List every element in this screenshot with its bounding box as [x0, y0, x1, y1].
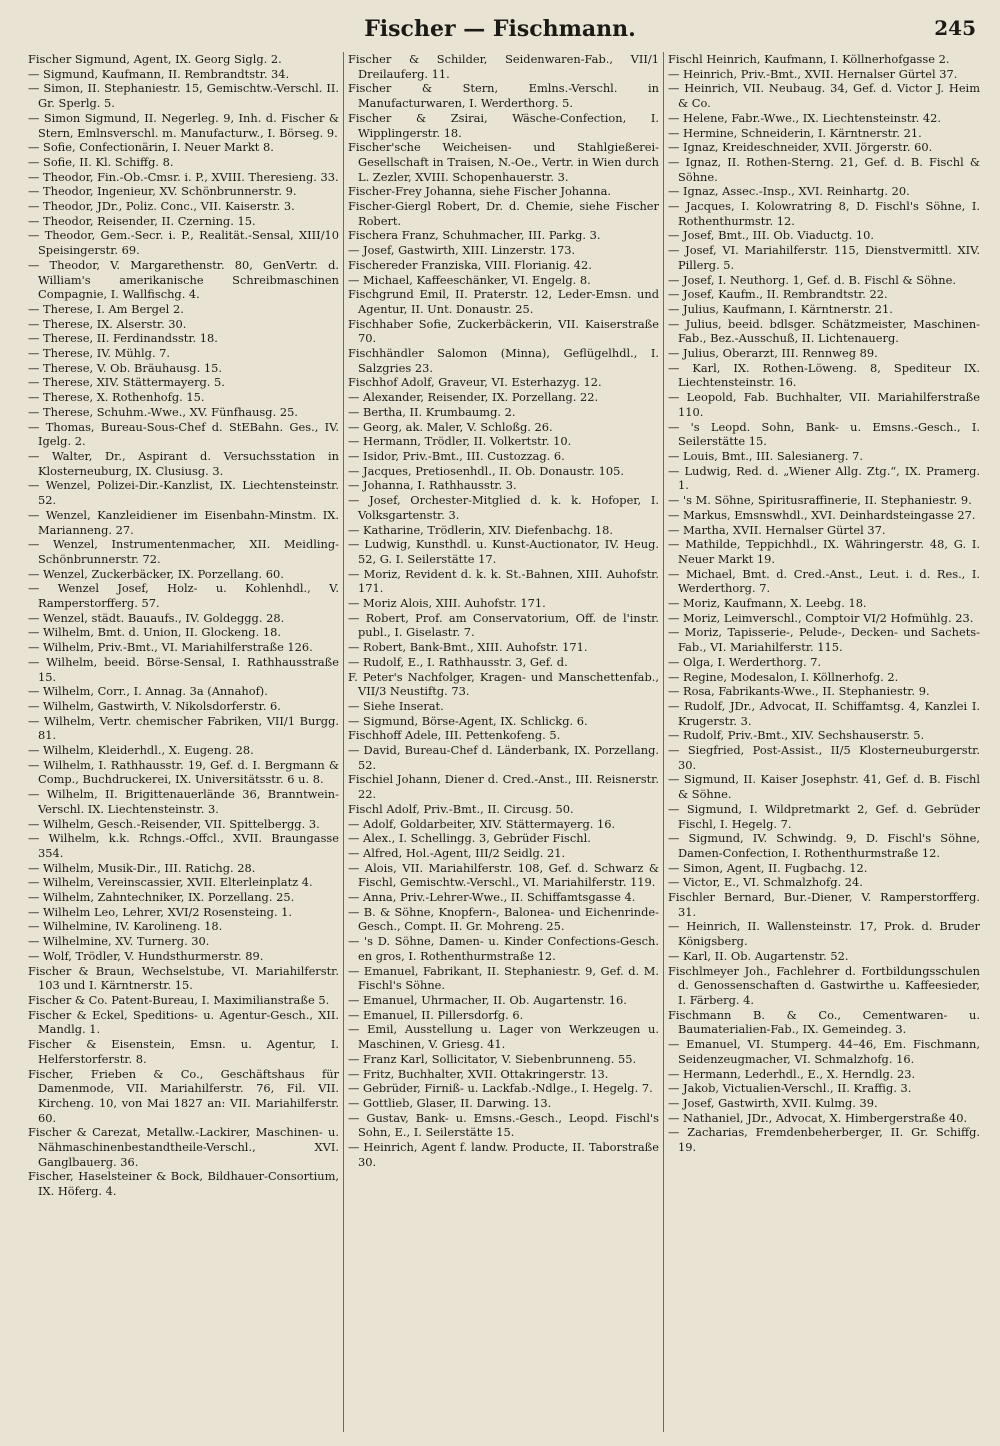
directory-entry: — Emanuel, VI. Stumperg. 44–46, Em. Fischmann, Seidenzeugmacher, VI. Schmalzhofg. 16. [668, 1037, 980, 1066]
directory-entry: — Wilhelm, II. Brigittenauerlände 36, Branntwein-Verschl. IX. Liechtensteinstr. 3. [28, 787, 339, 816]
directory-entry: Fischler Bernard, Bur.-Diener, V. Ramperstorfferg. 31. [668, 890, 980, 919]
directory-entry: Fischer, Haselsteiner & Bock, Bildhauer-Consortium, IX. Höferg. 4. [28, 1169, 339, 1199]
directory-entry: — Therese, IX. Alserstr. 30. [28, 316, 187, 331]
directory-entry: Fischl Heinrich, Kaufmann, I. Köllnerhofgasse 2. [668, 52, 950, 66]
directory-entry: — Theodor, Ingenieur, XV. Schönbrunnerstr. 9. [28, 184, 297, 199]
directory-entry: — Karl, II. Ob. Augartenstr. 52. [668, 948, 849, 963]
directory-entry: — Julius, Kaufmann, I. Kärntnerstr. 21. [668, 301, 893, 316]
directory-entry: Fischer-Frey Johanna, siehe Fischer Johanna. [348, 184, 612, 199]
directory-entry: — Zacharias, Fremdenbeherberger, II. Gr. Schiffg. 19. [668, 1125, 980, 1155]
directory-entry: — Alexander, Reisender, IX. Porzellang. 22. [348, 390, 599, 405]
directory-entry: — Anna, Priv.-Lehrer-Wwe., II. Schiffamtsgasse 4. [348, 890, 636, 905]
directory-entry: — Theodor, V. Margarethenstr. 80, GenVertr. d. William's amerikanische Schreibmaschinen Compagnie, I. Wallfischg. 4. [28, 257, 339, 302]
directory-entry: Fischer & Co. Patent-Bureau, I. Maximilianstraße 5. [28, 993, 330, 1007]
column-right [664, 52, 984, 1432]
directory-entry: — Emanuel, Uhrmacher, II. Ob. Augartenstr. 16. [348, 993, 627, 1007]
directory-entry: Fischl Adolf, Priv.-Bmt., II. Circusg. 50. [348, 801, 574, 816]
directory-entry: — Adolf, Goldarbeiter, XIV. Stättermayerg. 16. [348, 816, 616, 831]
directory-entry: Fischiel Johann, Diener d. Cred.-Anst., III. Reisnerstr. 22. [348, 772, 659, 802]
directory-entry: Fischer'sche Weicheisen- und Stahlgießerei-Gesellschaft in Traisen, N.-Oe., Vertr. in Wien durch L. Zezler, XVIII. Schopenhauerstr. 3. [348, 140, 659, 184]
directory-entry: Fischhof Adolf, Graveur, VI. Esterhazyg. 12. [348, 375, 602, 390]
directory-entry: — Therese, XIV. Stättermayerg. 5. [28, 375, 225, 390]
directory-entry: — Wenzel, Zuckerbäcker, IX. Porzellang. 60. [28, 566, 284, 581]
directory-entry: — Rudolf, E., I. Rathhausstr. 3, Gef. d. [348, 654, 568, 669]
directory-entry: Fischer & Schilder, Seidenwaren-Fab., VII/1 Dreilauferg. 11. [348, 52, 659, 81]
directory-entry: Fischer & Braun, Wechselstube, VI. Mariahilferstr. 103 und I. Kärntnerstr. 15. [28, 963, 339, 993]
directory-entry: — Wilhelm, Musik-Dir., III. Ratichg. 28. [28, 860, 256, 875]
directory-entry: — Franz Karl, Sollicitator, V. Siebenbrunneng. 55. [348, 1051, 637, 1066]
directory-entry: — Siehe Inserat. [348, 698, 444, 713]
directory-entry: — Wilhelm, k.k. Rchngs.-Offcl., XVII. Braungasse 354. [28, 831, 339, 860]
directory-entry: — Alois, VII. Mariahilferstr. 108, Gef. d. Schwarz & Fischl, Gemischtw.-Verschl., VI. Mariahilferstr. 119. [348, 860, 659, 890]
directory-entry: — Regine, Modesalon, I. Köllnerhofg. 2. [668, 669, 899, 684]
directory-entry: — Wenzel, städt. Bauaufs., IV. Goldeggg. 28. [28, 610, 285, 625]
directory-entry: — Wilhelm, Gastwirth, V. Nikolsdorferstr. 6. [28, 698, 281, 713]
directory-entry: Fischereder Franziska, VIII. Florianig. 42. [348, 257, 592, 272]
directory-entry: — Martha, XVII. Hernalser Gürtel 37. [668, 522, 886, 537]
directory-entry: — David, Bureau-Chef d. Länderbank, IX. Porzellang. 52. [348, 743, 659, 772]
directory-entry: — Helene, Fabr.-Wwe., IX. Liechtensteinstr. 42. [668, 110, 941, 125]
directory-entry: — Wilhelmine, XV. Turnerg. 30. [28, 934, 210, 949]
directory-entry: — Wenzel, Instrumentenmacher, XII. Meidling-Schönbrunnerstr. 72. [28, 537, 339, 566]
directory-entry: — Rudolf, Priv.-Bmt., XIV. Sechshauserstr. 5. [668, 728, 925, 743]
directory-entry: Fischera Franz, Schuhmacher, III. Parkg. 3. [348, 228, 601, 243]
directory-entry: Fischhoff Adele, III. Pettenkofeng. 5. [348, 728, 561, 743]
directory-entry: — 's Leopd. Sohn, Bank- u. Emsns.-Gesch., I. Seilerstätte 15. [668, 419, 980, 449]
directory-entry: — Ignaz, II. Rothen-Sterng. 21, Gef. d. B. Fischl & Söhne. [668, 154, 980, 184]
directory-entry: — Sigmund, Börse-Agent, IX. Schlickg. 6. [348, 713, 588, 728]
directory-entry: — 's D. Söhne, Damen- u. Kinder Confections-Gesch. en gros, I. Rothenthurmstraße 12. [348, 934, 659, 963]
page-header [0, 8, 1000, 52]
directory-entry: — Josef, Gastwirth, XVII. Kulmg. 39. [668, 1095, 878, 1110]
directory-entry: — Karl, IX. Rothen-Löweng. 8, Spediteur IX. Liechtensteinstr. 16. [668, 360, 980, 390]
directory-entry: — Wilhelm, I. Rathhausstr. 19, Gef. d. I. Bergmann & Comp., Buchdruckerei, IX. Universitätsstr. 6 u. 8. [28, 757, 339, 787]
directory-entry: — Jacques, Pretiosenhdl., II. Ob. Donaustr. 105. [348, 463, 624, 478]
directory-entry: — Thomas, Bureau-Sous-Chef d. StEBahn. Ges., IV. Igelg. 2. [28, 419, 339, 449]
directory-entry: — Alfred, Hol.-Agent, III/2 Seidlg. 21. [348, 845, 566, 860]
directory-entry: — Josef, Gastwirth, XIII. Linzerstr. 173. [348, 243, 576, 258]
directory-entry: Fischmann B. & Co., Cementwaren- u. Baumaterialien-Fab., IX. Gemeindeg. 3. [668, 1007, 980, 1037]
directory-entry: — Wolf, Trödler, V. Hundsthurmerstr. 89. [28, 948, 264, 963]
directory-entry: — Heinrich, VII. Neubaug. 34, Gef. d. Victor J. Heim & Co. [668, 81, 980, 111]
directory-entry: — Rosa, Fabrikants-Wwe., II. Stephaniestr. 9. [668, 684, 930, 699]
directory-entry: — 's M. Söhne, Spiritusraffinerie, II. Stephaniestr. 9. [668, 493, 972, 508]
directory-entry: — Siegfried, Post-Assist., II/5 Klosterneuburgerstr. 30. [668, 743, 980, 772]
directory-entry: — Simon, Agent, II. Fugbachg. 12. [668, 860, 868, 875]
directory-entry: — Josef, Bmt., III. Ob. Viaductg. 10. [668, 228, 874, 243]
directory-entry: — Leopold, Fab. Buchhalter, VII. Mariahilferstraße 110. [668, 390, 980, 419]
directory-entry: F. Peter's Nachfolger, Kragen- und Manschettenfab., VII/3 Neustiftg. 73. [348, 669, 659, 699]
directory-entry: Fischer & Carezat, Metallw.-Lackirer, Maschinen- u. Nähmaschinenbestandtheile-Verschl., XVI. Ganglbauerg. 36. [28, 1125, 339, 1169]
directory-entry: — Jacques, I. Kolowratring 8, D. Fischl's Söhne, I. Rothenthurmstr. 12. [668, 199, 980, 228]
directory-entry: — Wilhelm, Gesch.-Reisender, VII. Spittelbergg. 3. [28, 816, 320, 831]
directory-entry: — Emanuel, Fabrikant, II. Stephaniestr. 9, Gef. d. M. Fischl's Söhne. [348, 963, 659, 993]
directory-entry: — Gebrüder, Firniß- u. Lackfab.-Ndlge., I. Hegelg. 7. [348, 1081, 653, 1096]
directory-entry: — Emanuel, II. Pillersdorfg. 6. [348, 1007, 524, 1022]
directory-entry: — Wilhelm, Bmt. d. Union, II. Glockeng. 18. [28, 625, 281, 640]
directory-columns [24, 52, 984, 1432]
directory-entry: — B. & Söhne, Knopfern-, Balonea- und Eichenrinde-Gesch., Compt. II. Gr. Mohreng. 25. [348, 904, 659, 934]
directory-entry: — Jakob, Victualien-Verschl., II. Kraffig. 3. [668, 1081, 912, 1096]
directory-entry: — Josef, Orchester-Mitglied d. k. k. Hofoper, I. Volksgartenstr. 3. [348, 493, 659, 522]
directory-entry: Fischer, Frieben & Co., Geschäftshaus für Damenmode, VII. Mariahilferstr. 76, Fil. VII. Kircheng. 10, von Mai 1827 an: VII. Mariahilferstr. 60. [28, 1066, 339, 1125]
directory-entry: — Fritz, Buchhalter, XVII. Ottakringerstr. 13. [348, 1066, 609, 1081]
directory-entry: — Isidor, Priv.-Bmt., III. Custozzag. 6. [348, 448, 565, 463]
directory-entry: — Olga, I. Werderthorg. 7. [668, 654, 822, 669]
directory-entry: — Wilhelm Leo, Lehrer, XVI/2 Rosensteing. 1. [28, 904, 293, 919]
directory-entry: — Heinrich, Agent f. landw. Producte, II. Taborstraße 30. [348, 1140, 659, 1169]
directory-entry: — Wenzel, Kanzleidiener im Eisenbahn-Minstm. IX. Marianneng. 27. [28, 507, 339, 537]
directory-entry: — Wilhelm, beeid. Börse-Sensal, I. Rathhausstraße 15. [28, 654, 339, 684]
directory-entry: — Victor, E., VI. Schmalzhofg. 24. [668, 875, 863, 890]
directory-entry: — Robert, Prof. am Conservatorium, Off. de l'instr. publ., I. Giselastr. 7. [348, 610, 659, 640]
directory-entry: — Moriz, Revident d. k. k. St.-Bahnen, XIII. Auhofstr. 171. [348, 566, 659, 596]
directory-entry: — Robert, Bank-Bmt., XIII. Auhofstr. 171. [348, 640, 588, 655]
directory-entry: — Theodor, Reisender, II. Czerning. 15. [28, 213, 256, 228]
directory-entry: — Simon Sigmund, II. Negerleg. 9, Inh. d. Fischer & Stern, Emlnsverschl. m. Manufacturw., I. Börseg. 9. [28, 110, 339, 140]
page-title: Fischer — Fischmann. [364, 16, 636, 42]
directory-entry: — Louis, Bmt., III. Salesianerg. 7. [668, 448, 864, 463]
page-number: 245 [934, 16, 976, 40]
directory-entry: — Michael, Bmt. d. Cred.-Anst., Leut. i. d. Res., I. Werderthorg. 7. [668, 566, 980, 596]
directory-entry: — Julius, beeid. bdlsger. Schätzmeister, Maschinen-Fab., Bez.-Ausschuß, II. Lichtenauerg. [668, 316, 980, 346]
directory-entry: — Moriz, Kaufmann, X. Leebg. 18. [668, 596, 867, 611]
directory-entry: Fischer & Eckel, Speditions- u. Agentur-Gesch., XII. Mandlg. 1. [28, 1007, 339, 1037]
directory-entry: — Moriz, Leimverschl., Comptoir VI/2 Hofmühlg. 23. [668, 610, 974, 625]
directory-entry: — Michael, Kaffeeschänker, VI. Engelg. 8. [348, 272, 591, 287]
directory-entry: — Ludwig, Red. d. „Wiener Allg. Ztg.“, IX. Pramerg. 1. [668, 463, 980, 493]
directory-entry: — Therese, IV. Mühlg. 7. [28, 346, 171, 361]
directory-entry: — Ignaz, Assec.-Insp., XVI. Reinhartg. 20. [668, 184, 910, 199]
directory-entry: — Hermine, Schneiderin, I. Kärntnerstr. 21. [668, 125, 922, 140]
column-left [24, 52, 344, 1432]
directory-entry: — Hermann, Trödler, II. Volkertstr. 10. [348, 434, 572, 449]
directory-entry: — Wilhelm, Corr., I. Annag. 3a (Annahof). [28, 684, 268, 699]
directory-entry: — Therese, X. Rothenhofg. 15. [28, 390, 205, 405]
directory-entry: — Sigmund, I. Wildpretmarkt 2, Gef. d. Gebrüder Fischl, I. Hegelg. 7. [668, 801, 980, 831]
directory-entry: — Sigmund, IV. Schwindg. 9, D. Fischl's Söhne, Damen-Confection, I. Rothenthurmstraße 12. [668, 831, 980, 860]
directory-entry: — Moriz, Tapisserie-, Pelude-, Decken- und Sachets-Fab., VI. Mariahilferstr. 115. [668, 625, 980, 655]
directory-entry: — Wilhelm, Priv.-Bmt., VI. Mariahilferstraße 126. [28, 640, 313, 655]
directory-entry: — Josef, I. Neuthorg. 1, Gef. d. B. Fischl & Söhne. [668, 272, 956, 287]
directory-entry: Fischgrund Emil, II. Praterstr. 12, Leder-Emsn. und Agentur, II. Unt. Donaustr. 25. [348, 287, 659, 316]
directory-entry: Fischer Sigmund, Agent, IX. Georg Siglg. 2. [28, 52, 282, 66]
directory-entry: — Therese, Schuhm.-Wwe., XV. Fünfhausg. 25. [28, 404, 298, 419]
directory-entry: — Nathaniel, JDr., Advocat, X. Himbergerstraße 40. [668, 1110, 968, 1125]
directory-entry: Fischer & Eisenstein, Emsn. u. Agentur, I. Helferstorferstr. 8. [28, 1037, 339, 1066]
directory-entry: — Sofie, II. Kl. Schiffg. 8. [28, 154, 174, 169]
directory-entry: — Georg, ak. Maler, V. Schloßg. 26. [348, 419, 553, 434]
directory-entry: — Alex., I. Schellingg. 3, Gebrüder Fischl. [348, 831, 591, 846]
directory-entry: — Therese, V. Ob. Bräuhausg. 15. [28, 360, 222, 375]
directory-entry: — Theodor, Fin.-Ob.-Cmsr. i. P., XVIII. Theresieng. 33. [28, 169, 339, 184]
directory-entry: — Heinrich, Priv.-Bmt., XVII. Hernalser Gürtel 37. [668, 66, 958, 81]
directory-entry: — Ignaz, Kreideschneider, XVII. Jörgerstr. 60. [668, 140, 933, 155]
directory-entry: — Josef, Kaufm., II. Rembrandtstr. 22. [668, 287, 888, 302]
directory-entry: — Johanna, I. Rathhausstr. 3. [348, 478, 517, 493]
column-middle [344, 52, 664, 1432]
directory-entry: — Therese, II. Ferdinandsstr. 18. [28, 331, 218, 346]
directory-entry: — Therese, I. Am Bergel 2. [28, 301, 184, 316]
directory-entry: Fischhändler Salomon (Minna), Geflügelhdl., I. Salzgries 23. [348, 346, 659, 375]
directory-entry: — Julius, Oberarzt, III. Rennweg 89. [668, 346, 878, 361]
directory-entry: — Wilhelm, Zahntechniker, IX. Porzellang. 25. [28, 890, 295, 905]
directory-entry: — Sofie, Confectionärin, I. Neuer Markt 8. [28, 140, 274, 155]
directory-entry: Fischlmeyer Joh., Fachlehrer d. Fortbildungsschulen d. Genossenschaften d. Gastwirthe u. Kaffeesieder, I. Färberg. 4. [668, 963, 980, 1007]
directory-entry: — Wilhelm, Kleiderhdl., X. Eugeng. 28. [28, 743, 254, 758]
directory-entry: Fischer-Giergl Robert, Dr. d. Chemie, siehe Fischer Robert. [348, 199, 659, 228]
directory-entry: — Moriz Alois, XIII. Auhofstr. 171. [348, 596, 546, 611]
directory-entry: — Emil, Ausstellung u. Lager von Werkzeugen u. Maschinen, V. Griesg. 41. [348, 1022, 659, 1052]
directory-entry: — Rudolf, JDr., Advocat, II. Schiffamtsg. 4, Kanzlei I. Krugerstr. 3. [668, 698, 980, 728]
directory-entry: — Markus, Emsnswhdl., XVI. Deinhardsteingasse 27. [668, 507, 976, 522]
directory-entry: — Theodor, JDr., Poliz. Conc., VII. Kaiserstr. 3. [28, 199, 295, 214]
directory-entry: — Wenzel, Polizei-Dir.-Kanzlist, IX. Liechtensteinstr. 52. [28, 478, 339, 508]
directory-entry: — Walter, Dr., Aspirant d. Versuchsstation in Klosterneuburg, IX. Clusiusg. 3. [28, 448, 339, 478]
directory-entry: — Hermann, Lederhdl., E., X. Herndlg. 23. [668, 1066, 916, 1081]
directory-entry: — Wilhelmine, IV. Karolineng. 18. [28, 919, 223, 934]
directory-entry: Fischhaber Sofie, Zuckerbäckerin, VII. Kaiserstraße 70. [348, 316, 659, 346]
directory-entry: — Gottlieb, Glaser, II. Darwing. 13. [348, 1095, 552, 1110]
directory-entry: — Heinrich, II. Wallensteinstr. 17, Prok. d. Bruder Königsberg. [668, 919, 980, 949]
directory-entry: — Wilhelm, Vereinscassier, XVII. Elterleinplatz 4. [28, 875, 313, 890]
directory-entry: — Simon, II. Stephaniestr. 15, Gemischtw.-Verschl. II. Gr. Sperlg. 5. [28, 81, 339, 111]
directory-entry: — Wenzel Josef, Holz- u. Kohlenhdl., V. Ramperstorfferg. 57. [28, 581, 339, 611]
directory-entry: — Sigmund, II. Kaiser Josephstr. 41, Gef. d. B. Fischl & Söhne. [668, 772, 980, 802]
directory-entry: Fischer & Stern, Emlns.-Verschl. in Manufacturwaren, I. Werderthorg. 5. [348, 81, 659, 111]
directory-entry: — Bertha, II. Krumbaumg. 2. [348, 404, 516, 419]
directory-entry: — Wilhelm, Vertr. chemischer Fabriken, VII/1 Burgg. 81. [28, 713, 339, 743]
directory-entry: — Gustav, Bank- u. Emsns.-Gesch., Leopd. Fischl's Sohn, E., I. Seilerstätte 15. [348, 1110, 659, 1140]
directory-entry: — Ludwig, Kunsthdl. u. Kunst-Auctionator, IV. Heug. 52, G. I. Seilerstätte 17. [348, 537, 659, 566]
directory-entry: — Sigmund, Kaufmann, II. Rembrandtstr. 34. [28, 66, 290, 81]
directory-entry: — Mathilde, Teppichhdl., IX. Währingerstr. 48, G. I. Neuer Markt 19. [668, 537, 980, 566]
directory-entry: — Josef, VI. Mariahilferstr. 115, Dienstvermittl. XIV. Pillerg. 5. [668, 243, 980, 272]
directory-entry: — Katharine, Trödlerin, XIV. Diefenbachg. 18. [348, 522, 614, 537]
directory-entry: Fischer & Zsirai, Wäsche-Confection, I. Wipplingerstr. 18. [348, 110, 659, 140]
directory-entry: — Theodor, Gem.-Secr. i. P., Realität.-Sensal, XIII/10 Speisingerstr. 69. [28, 228, 339, 258]
